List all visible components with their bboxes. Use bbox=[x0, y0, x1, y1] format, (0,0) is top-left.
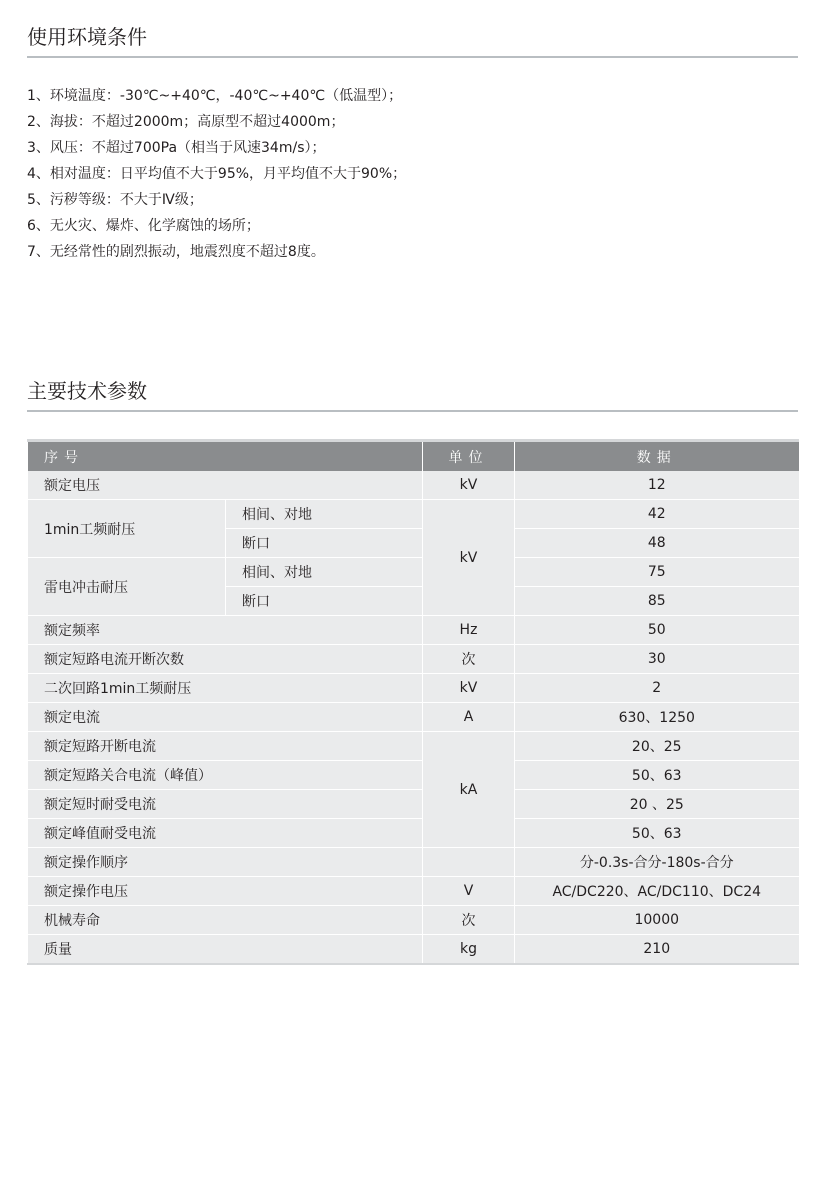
param-name: 额定电压 bbox=[28, 471, 423, 500]
conditions-list bbox=[27, 83, 406, 265]
param-value: 42 bbox=[515, 500, 799, 529]
param-value: 30 bbox=[515, 645, 799, 674]
param-value: AC/DC220、AC/DC110、DC24 bbox=[515, 877, 799, 906]
param-value: 50 bbox=[515, 616, 799, 645]
table-header-row bbox=[28, 441, 799, 472]
param-name: 额定频率 bbox=[28, 616, 423, 645]
param-subname: 断口 bbox=[226, 587, 423, 616]
params-section-title: 主要技术参数 bbox=[27, 378, 798, 412]
param-unit: V bbox=[423, 877, 515, 906]
param-value: 20、25 bbox=[515, 732, 799, 761]
param-subname: 相间、对地 bbox=[226, 558, 423, 587]
param-unit: A bbox=[423, 703, 515, 732]
param-name: 额定短路关合电流（峰值） bbox=[28, 761, 423, 790]
param-subname: 相间、对地 bbox=[226, 500, 423, 529]
header-no: 序号 bbox=[28, 441, 423, 472]
param-value: 分-0.3s-合分-180s-合分 bbox=[515, 848, 799, 877]
table-row bbox=[28, 877, 799, 906]
param-name: 额定操作顺序 bbox=[28, 848, 423, 877]
table-row bbox=[28, 790, 799, 819]
conditions-section-title: 使用环境条件 bbox=[27, 24, 798, 58]
param-name: 质量 bbox=[28, 935, 423, 965]
table-row bbox=[28, 558, 799, 587]
param-unit: 次 bbox=[423, 906, 515, 935]
param-unit bbox=[423, 848, 515, 877]
param-value: 50、63 bbox=[515, 761, 799, 790]
condition-item: 4、相对温度：日平均值不大于95%，月平均值不大于90%； bbox=[27, 166, 407, 182]
table-row bbox=[28, 732, 799, 761]
table-row bbox=[28, 906, 799, 935]
param-value: 10000 bbox=[515, 906, 799, 935]
table-row bbox=[28, 848, 799, 877]
table-row bbox=[28, 645, 799, 674]
param-name: 额定短路电流开断次数 bbox=[28, 645, 423, 674]
header-data: 数据 bbox=[515, 441, 799, 472]
condition-item: 3、风压：不超过700Pa（相当于风速34m/s）； bbox=[27, 140, 326, 156]
table-row bbox=[28, 935, 799, 965]
param-value: 210 bbox=[515, 935, 799, 965]
param-name: 额定峰值耐受电流 bbox=[28, 819, 423, 848]
param-unit: kV bbox=[423, 674, 515, 703]
table-row bbox=[28, 674, 799, 703]
param-value: 20 、25 bbox=[515, 790, 799, 819]
param-unit: 次 bbox=[423, 645, 515, 674]
param-name: 机械寿命 bbox=[28, 906, 423, 935]
param-name: 额定短时耐受电流 bbox=[28, 790, 423, 819]
header-unit: 单位 bbox=[423, 441, 515, 472]
param-value: 48 bbox=[515, 529, 799, 558]
condition-item: 2、海拔：不超过2000m；高原型不超过4000m； bbox=[27, 114, 345, 130]
param-value: 12 bbox=[515, 471, 799, 500]
param-unit: kA bbox=[423, 732, 515, 848]
param-name: 额定操作电压 bbox=[28, 877, 423, 906]
condition-item: 1、环境温度：-30℃~+40℃，-40℃~+40℃（低温型）； bbox=[27, 88, 403, 104]
table-row bbox=[28, 703, 799, 732]
condition-item: 7、无经常性的剧烈振动，地震烈度不超过8度。 bbox=[27, 244, 325, 260]
table-row bbox=[28, 616, 799, 645]
param-value: 630、1250 bbox=[515, 703, 799, 732]
param-value: 2 bbox=[515, 674, 799, 703]
table-row bbox=[28, 761, 799, 790]
table-row bbox=[28, 471, 799, 500]
param-subname: 断口 bbox=[226, 529, 423, 558]
param-unit: kV bbox=[423, 471, 515, 500]
condition-item: 6、无火灾、爆炸、化学腐蚀的场所； bbox=[27, 218, 260, 234]
param-name: 二次回路1min工频耐压 bbox=[28, 674, 423, 703]
param-name: 额定电流 bbox=[28, 703, 423, 732]
condition-item: 5、污秽等级：不大于Ⅳ级； bbox=[27, 192, 203, 208]
param-value: 85 bbox=[515, 587, 799, 616]
param-unit: kV bbox=[423, 500, 515, 616]
table-row bbox=[28, 819, 799, 848]
param-value: 75 bbox=[515, 558, 799, 587]
param-unit: kg bbox=[423, 935, 515, 965]
spec-table bbox=[27, 439, 799, 965]
param-name: 雷电冲击耐压 bbox=[28, 558, 226, 616]
param-value: 50、63 bbox=[515, 819, 799, 848]
param-name: 额定短路开断电流 bbox=[28, 732, 423, 761]
param-unit: Hz bbox=[423, 616, 515, 645]
table-row bbox=[28, 500, 799, 529]
param-name: 1min工频耐压 bbox=[28, 500, 226, 558]
